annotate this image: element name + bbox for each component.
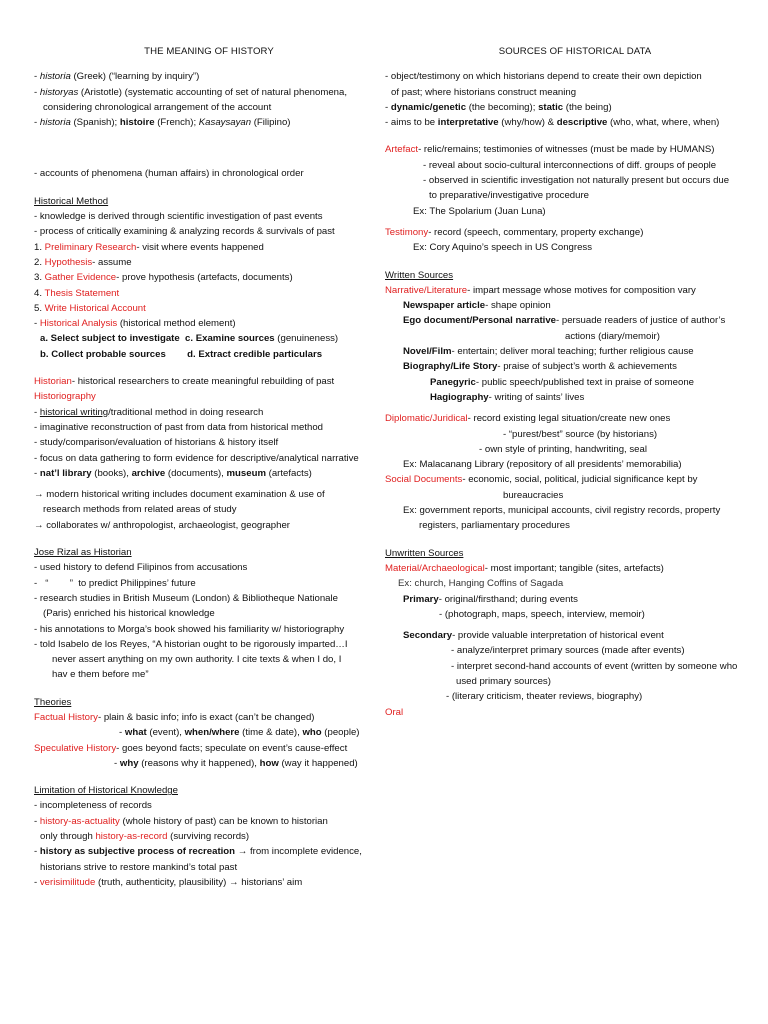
unwritten-heading: Unwritten Sources (385, 547, 464, 559)
sources-intro: - object/testimony on which historians depend to create their own depiction (385, 71, 702, 83)
rizal-line: (Paris) enriched his historical knowledge (43, 608, 215, 620)
right-column (385, 44, 765, 720)
historiography-line: - study/comparison/evaluation of historians & history itself (34, 437, 279, 449)
biography-line: Biography/Life Story- praise of subject’s worth & achievements (403, 361, 677, 373)
left-column (34, 44, 384, 890)
rizal-line: hav e them before me” (52, 669, 149, 681)
factual-line: Factual History- plain & basic info; info is exact (can’t be changed) (34, 711, 315, 723)
diplomatic-sub: - own style of printing, handwriting, seal (479, 443, 647, 455)
novel-line: Novel/Film- entertain; deliver moral teaching; further religious cause (403, 346, 694, 358)
accounts-line: - accounts of phenomena (human affairs) in chronological order (34, 168, 304, 180)
intro-line: considering chronological arrangement of the account (43, 101, 272, 113)
speculative-line: Speculative History- goes beyond facts; speculate on event’s cause-effect (34, 742, 348, 754)
theories-heading: Theories (34, 696, 72, 708)
material-line: Material/Archaeological- most important; tangible (sites, artefacts) (385, 562, 664, 574)
method-step: 3. Gather Evidence- prove hypothesis (artefacts, documents) (34, 272, 293, 284)
method-line: - process of critically examining & analyzing records & survivals of past (34, 226, 335, 238)
historiography-label: Historiography (34, 391, 96, 403)
method-line: - knowledge is derived through scientific investigation of past events (34, 211, 323, 223)
rizal-line: - his annotations to Morga’s book showed his familiarity w/ historiography (34, 623, 345, 635)
factual-sub: - what (event), when/where (time & date), who (people) (119, 727, 360, 739)
diplomatic-example: Ex: Malacanang Library (repository of all presidents’ memorabilia) (403, 459, 682, 471)
analysis-line: - Historical Analysis (historical method element) (34, 318, 236, 330)
historiography-line: - imaginative reconstruction of past from data from historical method (34, 421, 324, 433)
left-title: THE MEANING OF HISTORY (144, 46, 274, 57)
limitation-line: - history as subjective process of recreation → from incomplete evidence, (34, 846, 362, 858)
intro-line: - historia (Spanish); histoire (French); Kasaysayan (Filipino) (34, 117, 291, 129)
rizal-heading: Jose Rizal as Historian (34, 547, 132, 559)
testimony-line: Testimony- record (speech, commentary, property exchange) (385, 226, 644, 238)
rizal-line: - research studies in British Museum (London) & Bibliotheque Nationale (34, 592, 338, 604)
right-title: SOURCES OF HISTORICAL DATA (498, 46, 652, 57)
newspaper-line: Newspaper article- shape opinion (403, 300, 551, 312)
social-line: Social Documents- economic, social, political, judicial significance kept by (385, 474, 698, 486)
modern-line: research methods from related areas of study (43, 504, 237, 516)
rizal-line: never assert anything on my own authority. I cite texts & when I do, I (52, 654, 342, 666)
social-example: Ex: government reports, municipal accounts, civil registry records, property (403, 505, 721, 517)
rizal-line: - used history to defend Filipinos from accusations (34, 562, 248, 574)
artefact-example: Ex: The Spolarium (Juan Luna) (413, 205, 546, 217)
social-sub: bureaucracies (503, 489, 564, 501)
method-step: 2. Hypothesis- assume (34, 256, 132, 268)
secondary-sub: - analyze/interpret primary sources (made after events) (451, 645, 685, 657)
method-step: 5. Write Historical Account (34, 302, 146, 314)
artefact-sub: - observed in scientific investigation not naturally present but occurs due (423, 175, 730, 187)
modern-line: → modern historical writing includes document examination & use of (34, 489, 325, 501)
secondary-sub: used primary sources) (456, 675, 551, 687)
secondary-line: Secondary- provide valuable interpretation of historical event (403, 630, 664, 642)
collab-line: → collaborates w/ anthropologist, archaeologist, geographer (34, 519, 290, 531)
social-example: registers, parliamentary procedures (419, 520, 570, 532)
limitation-line: - history-as-actuality (whole history of past) can be known to historian (34, 815, 328, 827)
diplomatic-sub: - “purest/best” source (by historians) (503, 428, 658, 440)
historical-method-heading: Historical Method (34, 195, 109, 207)
primary-line: Primary- original/firsthand; during events (403, 593, 578, 605)
rizal-line: - told Isabelo de los Reyes, “A historian ought to be rigorously imparted…I (34, 638, 348, 650)
artefact-sub: to preparative/investigative procedure (429, 190, 589, 202)
historiography-line: - historical writing/traditional method in doing research (34, 406, 264, 418)
analysis-bd: b. Collect probable sources d. Extract credible particulars (40, 348, 323, 360)
limitation-line: only through history-as-record (surviving records) (40, 831, 250, 843)
artefact-line: Artefact- relic/remains; testimonies of witnesses (must be made by HUMANS) (385, 144, 715, 156)
secondary-sub: - (literary criticism, theater reviews, biography) (446, 691, 643, 703)
method-step: 1. Preliminary Research- visit where events happened (34, 241, 264, 253)
diplomatic-line: Diplomatic/Juridical- record existing legal situation/create new ones (385, 413, 671, 425)
ego-sub: actions (diary/memoir) (565, 330, 660, 342)
limitation-line: - verisimilitude (truth, authenticity, plausibility) → historians’ aim (34, 876, 303, 888)
narrative-line: Narrative/Literature- impart message whose motives for composition vary (385, 284, 696, 296)
panegyric-line: Panegyric- public speech/published text in praise of someone (430, 376, 694, 388)
hagiography-line: Hagiography- writing of saints’ lives (430, 391, 585, 403)
ego-line: Ego document/Personal narrative- persuade readers of justice of author’s (403, 315, 726, 327)
oral-label: Oral (385, 706, 404, 718)
aims-line: - aims to be interpretative (why/how) & descriptive (who, what, where, when) (385, 117, 720, 129)
material-example: Ex: church, Hanging Coffins of Sagada (398, 578, 564, 590)
written-heading: Written Sources (385, 269, 454, 281)
dynamic-line: - dynamic/genetic (the becoming); static (the being) (385, 101, 612, 113)
limitation-line: - incompleteness of records (34, 800, 152, 812)
analysis-ac: a. Select subject to investigate c. Examine sources (genuineness) (40, 333, 339, 345)
artefact-sub: - reveal about socio-cultural interconnections of diff. groups of people (423, 159, 717, 171)
intro-line: - historia (Greek) (“learning by inquiry”) (34, 71, 200, 83)
historiography-line: - focus on data gathering to form evidence for descriptive/analytical narrative (34, 452, 359, 464)
method-step: 4. Thesis Statement (34, 287, 120, 299)
historian-line: Historian- historical researchers to create meaningful rebuilding of past (34, 376, 335, 388)
sources-intro: of past; where historians construct meaning (391, 86, 577, 98)
limitation-line: historians strive to restore mankind’s total past (40, 861, 238, 873)
primary-sub: - (photograph, maps, speech, interview, memoir) (439, 608, 645, 620)
limitation-heading: Limitation of Historical Knowledge (34, 785, 178, 797)
library-line: - nat’l library (books), archive (documents), museum (artefacts) (34, 467, 312, 479)
intro-line: - historyas (Aristotle) (systematic accounting of set of natural phenomena, (34, 86, 348, 98)
testimony-example: Ex: Cory Aquino’s speech in US Congress (413, 242, 592, 254)
rizal-line: - “ ” to predict Philippines’ future (34, 577, 196, 589)
speculative-sub: - why (reasons why it happened), how (way it happened) (114, 757, 358, 769)
secondary-sub: - interpret second-hand accounts of event (written by someone who (451, 660, 738, 672)
